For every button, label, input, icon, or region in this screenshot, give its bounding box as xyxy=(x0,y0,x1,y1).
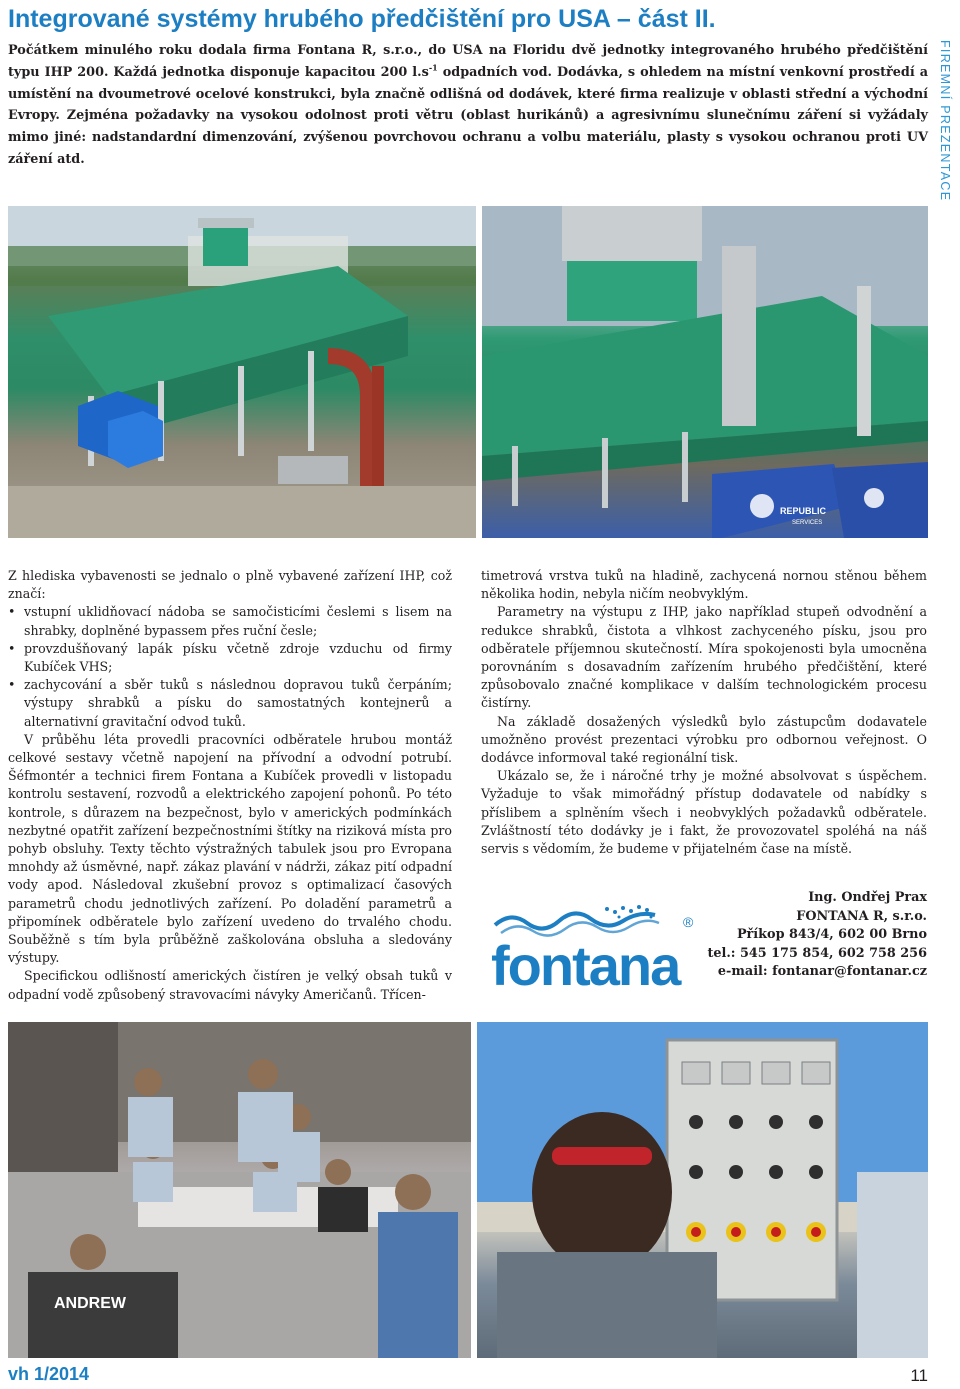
page-title: Integrované systémy hrubého předčištění pro USA – část II. xyxy=(8,5,716,33)
logo-registered-mark: ® xyxy=(683,914,694,930)
photo-installation-overview-drawing xyxy=(8,206,476,538)
equipment-lead: Z hlediska vybavenosti se jednalo o plně vybavené zařízení IHP, což značí: xyxy=(8,568,452,602)
intro-text-end: odpadních vod. Dodávka, s ohledem na místní venkovní prostředí a umístění na dvoumetrové ocelové konstrukci, byla značně odlišná od dodávek, které firma realizuje v oblasti střední a východní Evropy. Zejména požadavky na vysokou odolnost proti větru (oblast hurikánů) a agresivnímu slunečnímu záření si vyžádaly mimo jiné: nadstandardní dimenzování, zvýšenou povrchovou ochranu a volbu materiálu, plasty s vysokou ochranou proti UV záření atd. xyxy=(8,64,928,167)
article-column-left xyxy=(8,567,452,1004)
logo-wordmark: fontana xyxy=(491,934,680,995)
contact-company: FONTANA R, s.r.o. xyxy=(796,908,927,924)
fontana-logo-drawing xyxy=(487,905,697,995)
issue-label: vh 1/2014 xyxy=(8,1364,90,1384)
container-sub-text: SERVICES xyxy=(792,520,823,526)
body-paragraph: Ukázalo se, že i náročné trhy je možné absolvovat s úspěchem. Vyžaduje to však mimořádný přístup dodavatele od nabídky s příslibem a splněním všech i neobvyklých požadavků odběratele. Zvláštností této dodávky je i fakt, že provozovatel spoléhá na náš servis s vědomím, že budeme v přijatelném čase na místě. xyxy=(481,768,927,857)
contact-address: Příkop 843/4, 602 00 Brno xyxy=(736,927,927,943)
equipment-list xyxy=(8,603,452,730)
article-column-right xyxy=(481,567,927,858)
intro-text-start: Počátkem minulého roku dodala firma Fontana R, s.r.o., do USA na Floridu dvě jednotky integrovaného hrubého předčištění typu IHP 200. Každá jednotka disponuje kapacitou 200 l.s xyxy=(8,43,928,80)
contact-block xyxy=(700,889,927,982)
body-paragraph: Specifickou odlišností amerických čistíren je velký obsah tuků v odpadní vodě způsobený stravovacími návyky Američanů. Třícen- xyxy=(8,968,452,1002)
photo-unit-containers xyxy=(482,206,928,538)
equipment-item: • vstupní uklidňovací nádoba se samočisticími česlemi s lisem na shrabky, doplněné bypassem přes ruční česle; xyxy=(8,603,452,639)
body-paragraph: Na základě dosažených výsledků bylo zástupcům dodavatele umožněno provést prezentaci výrobku pro odbornou veřejnost. O dodávce informoval také regionální tisk. xyxy=(481,713,927,766)
section-side-label: FIREMNÍ PREZENTACE xyxy=(938,40,952,202)
intro-superscript: -1 xyxy=(428,62,438,73)
equipment-item: • zachycování a sběr tuků s následnou dopravou tuků čerpáním; výstupy shrabků a písku do samostatných kontejnerů a alternativní gravitační odvod tuků. xyxy=(8,676,452,731)
photo-unit-containers-drawing xyxy=(482,206,928,538)
equipment-item: • provzdušňovaný lapák písku včetně zdroje vzduchu od firmy Kubíček VHS; xyxy=(8,640,452,676)
body-paragraph: Parametry na výstupu z IHP, jako například stupeň odvodnění a redukce shrabků, čistota a vlhkost zachyceného písku, jsou pro odběratele příjemnou skutečností. Míra spokojenosti byla umocněna porovnáním s dosavadním zařízením hrubého předčištění, které způsobovalo značné komplikace v dalším technologickém procesu čistírny. xyxy=(481,604,927,711)
photo-training-meeting-drawing xyxy=(8,1022,471,1358)
photo-control-panel-drawing xyxy=(477,1022,928,1358)
contact-email: e-mail: fontanar@fontanar.cz xyxy=(717,964,927,980)
page-number: 11 xyxy=(910,1366,928,1385)
body-paragraph-continuation: timetrová vrstva tuků na hladině, zachycená nornou stěnou během několika hodin, nebyla ničím neobvyklým. xyxy=(481,568,927,602)
intro-paragraph xyxy=(8,40,928,171)
contact-phone: tel.: 545 175 854, 602 758 256 xyxy=(707,945,927,961)
photo-installation-overview xyxy=(8,206,476,538)
shirt-text: ANDREW xyxy=(54,1295,126,1312)
contact-author: Ing. Ondřej Prax xyxy=(808,890,927,905)
photo-training-meeting xyxy=(8,1022,471,1358)
container-brand-text: REPUBLIC xyxy=(780,506,827,516)
fontana-logo xyxy=(487,905,697,995)
body-paragraph: V průběhu léta provedli pracovníci odběratele hrubou montáž celkové sestavy včetně napojení na přívodní a odvodní potrubí. Šéfmontér a technici firem Fontana a Kubíček provedli v listopadu kontrolu sestavení, rozvodů a elektrického zapojení pohonů. Po této kontrole, s důrazem na bezpečnost, bylo v amerických podmínkách nezbytné opatřit zařízení bezpečnostními štítky na riziková místa pro pohyb obsluhy. Texty těchto výstražných tabulek jsou pro Evropana mnohdy až úsměvné, např. zákaz plavání v nádrži, zákaz pití odpadní vody apod. Následoval zkušební provoz s optimalizací časových parametrů chodu jednotlivých zařízení. Po doladění parametrů a připomínek odběratele bylo zařízení uvedeno do trvalého chodu. Souběžně s tím byla průběžně zaškolována obsluha a sledovány výstupy. xyxy=(8,731,452,966)
photo-control-panel xyxy=(477,1022,928,1358)
